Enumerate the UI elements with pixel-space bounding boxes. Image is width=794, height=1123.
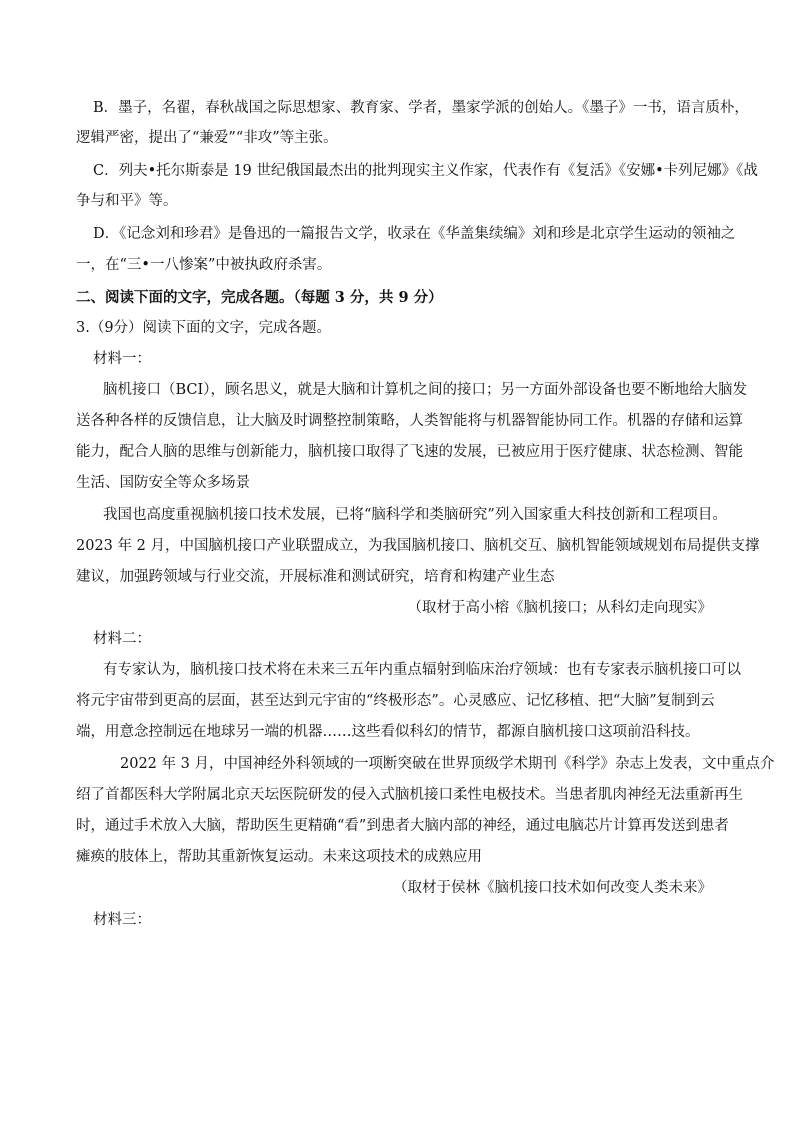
option-b-line-1: B．墨子，名翟，春秋战国之际思想家、教育家、学者，墨家学派的创始人。《墨子》一书，语言质朴， [93,100,749,116]
material-2-para-2-line-2: 绍了首都医科大学附属北京天坛医院研发的侵入式脑机接口柔性电极技术。当患者肌肉神经无法重新再生 [76,787,743,803]
material-2-para-2-line-4: 瘫痪的肢体上，帮助其重新恢复运动。未来这项技术的成熟应用 [76,849,482,865]
material-1-para-1-line-4: 生活、国防安全等众多场景 [76,475,250,491]
material-1-para-1-line-2: 送各种各样的反馈信息，让大脑及时调整控制策略，人类智能将与机器智能协同工作。机器的存储和运算 [76,413,743,429]
option-c-line-2: 争与和平》等。 [76,193,178,209]
material-1-para-1-line-3: 能力，配合人脑的思维与创新能力，脑机接口取得了飞速的发展，已被应用于医疗健康、状态检测、智能 [76,444,743,460]
material-2-para-1-line-2: 将元宇宙带到更高的层面，甚至达到元宇宙的“终极形态”。心灵感应、记忆移植、把“大脑”复制到云 [76,693,715,709]
material-2-para-2-line-3: 时，通过手术放入大脑，帮助医生更精确“看”到患者大脑内部的神经，通过电脑芯片计算再发送到患者 [76,818,729,834]
material-1-para-2-line-3: 建议，加强跨领域与行业交流，开展标准和测试研究，培育和构建产业生态 [76,569,555,585]
material-2-label: 材料二： [93,631,151,647]
material-1-para-1-line-1: 脑机接口（BCI），顾名思义，就是大脑和计算机之间的接口；另一方面外部设备也要不断地给大脑发 [103,382,747,398]
option-d-line-2: 一，在“三•一八惨案”中被执政府杀害。 [76,257,332,273]
material-2-para-2-line-1: 2022 年 3 月，中国神经外科领域的一项断突破在世界顶级学术期刊《科学》杂志上发表，文中重点介 [120,756,775,772]
material-1-source: （取材于高小榕《脑机接口；从科幻走向现实》 [407,600,712,616]
material-2-para-1-line-3: 端，用意念控制远在地球另一端的机器……这些看似科幻的情节，都源自脑机接口这项前沿科技。 [76,724,700,740]
section-2-heading: 二、阅读下面的文字，完成各题。（每题 3 分，共 9 分） [76,289,443,306]
option-d-line-1: D．《记念刘和珍君》是鲁迅的一篇报告文学，收录在《华盖集续编》刘和珍是北京学生运动的领袖之 [93,226,736,242]
material-1-para-2-line-2: 2023 年 2 月，中国脑机接口产业联盟成立，为我国脑机接口、脑机交互、脑机智能领域规划布局提供支撑 [76,538,760,554]
material-1-label: 材料一： [93,351,151,367]
material-3-label: 材料三： [93,912,151,928]
question-3-prompt: 3.（9分）阅读下面的文字，完成各题。 [76,320,332,336]
material-1-para-2-line-1: 我国也高度重视脑机接口技术发展，已将“脑科学和类脑研究”列入国家重大科技创新和工程项目。 [103,507,727,523]
option-b-line-2: 逻辑严密，提出了“兼爱”“非攻”等主张。 [76,130,338,146]
option-c-line-1: C．列夫•托尔斯泰是 19 世纪俄国最杰出的批判现实主义作家，代表作有《复活》《安娜•卡列尼娜》《战 [93,163,758,179]
material-2-source: （取材于侯林《脑机接口技术如何改变人类未来》 [393,880,712,896]
material-2-para-1-line-1: 有专家认为，脑机接口技术将在未来三五年内重点辐射到临床治疗领域：也有专家表示脑机接口可以 [103,662,741,678]
